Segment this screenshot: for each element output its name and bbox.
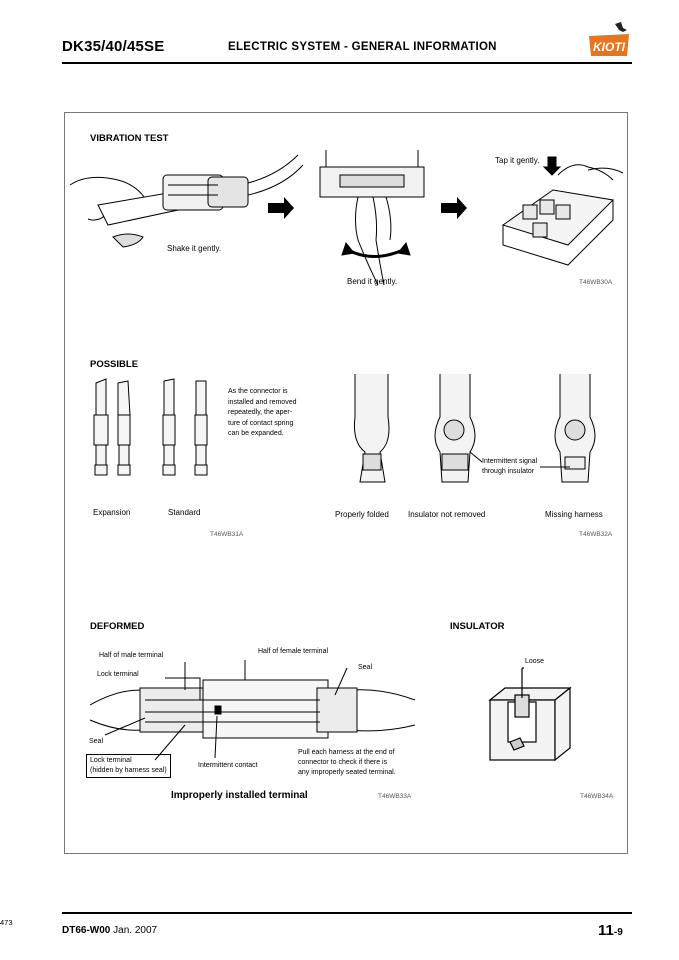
- intermittent-signal-callout: [482, 457, 537, 476]
- insulator-heading: INSULATOR: [450, 621, 505, 632]
- note-line: can be expanded.: [228, 430, 284, 437]
- terminal-harness-illustration: [330, 372, 620, 512]
- section-title: ELECTRIC SYSTEM - GENERAL INFORMATION: [228, 41, 497, 53]
- possible-note: [228, 387, 297, 440]
- vibration-test-illustration: [68, 145, 628, 295]
- figure-code: T46WB31A: [210, 531, 244, 538]
- callout-line: Intermittent signal: [482, 458, 538, 465]
- intermittent-contact-label: Intermittent contact: [198, 762, 258, 769]
- bend-connector-illustration: [320, 150, 424, 285]
- vibration-test-heading: VIBRATION TEST: [90, 133, 169, 144]
- shake-connector-illustration: [70, 155, 303, 247]
- figure-code: T46WB32A: [579, 531, 613, 538]
- missing-harness-label: Missing harness: [545, 510, 603, 519]
- page-minor: -9: [613, 927, 623, 938]
- callout-line: (hidden by harness seal): [90, 767, 167, 774]
- figure-code: T46WB33A: [378, 793, 412, 800]
- note-line: connector to check if there is: [298, 759, 388, 766]
- callout-line: through insulator: [482, 467, 535, 475]
- deformed-heading: DEFORMED: [90, 621, 145, 632]
- figure-code: T46WB34A: [580, 793, 614, 800]
- edge-page-number: 473: [0, 918, 13, 927]
- note-line: Pull each harness at the end of: [298, 749, 395, 756]
- terminal-expansion-illustration: [88, 375, 228, 495]
- half-female-label: Half of female terminal: [258, 648, 329, 655]
- footer-rule: [62, 912, 632, 914]
- insulator-illustration: [480, 650, 580, 780]
- arrow-right-icon: [441, 197, 467, 219]
- page-major: 11: [598, 922, 614, 939]
- properly-folded-label: Properly folded: [335, 510, 389, 519]
- brand-logo: [587, 22, 631, 58]
- seal-label-left: Seal: [89, 738, 104, 745]
- doc-date: Jan. 2007: [113, 925, 158, 936]
- lock-terminal-label: Lock terminal: [97, 671, 139, 678]
- note-line: As the connector is: [228, 388, 288, 395]
- footer-doc: [62, 925, 157, 936]
- expansion-label: Expansion: [93, 508, 131, 517]
- doc-number: DT66-W00: [62, 925, 111, 936]
- svg-text:KIOTI: KIOTI: [593, 40, 625, 54]
- page-number: [598, 922, 623, 939]
- tap-caption: Tap it gently.: [495, 156, 540, 165]
- note-line: repeatedly, the aper-: [228, 409, 293, 416]
- loose-label: Loose: [525, 658, 545, 665]
- header-rule: [62, 62, 632, 64]
- insulator-not-removed-label: Insulator not removed: [408, 510, 486, 519]
- seal-label-right: Seal: [358, 664, 373, 671]
- model-title: DK35/40/45SE: [62, 38, 165, 55]
- deformed-caption: Improperly installed terminal: [171, 790, 308, 801]
- lock-hidden-label: [86, 754, 171, 778]
- bend-caption: Bend it gently.: [347, 277, 398, 286]
- figure-code: T46WB30A: [579, 279, 613, 286]
- half-male-label: Half of male terminal: [99, 652, 164, 659]
- note-line: ture of contact spring: [228, 419, 294, 427]
- note-line: any improperly seated terminal.: [298, 769, 396, 776]
- possible-heading: POSSIBLE: [90, 359, 139, 370]
- arrow-right-icon: [268, 197, 294, 219]
- arrow-down-icon: [544, 157, 560, 175]
- standard-label: Standard: [168, 508, 201, 517]
- shake-caption: Shake it gently.: [167, 244, 222, 253]
- note-line: installed and removed: [228, 398, 297, 406]
- callout-line: Lock terminal: [90, 757, 132, 764]
- pull-harness-note: [298, 748, 396, 778]
- tap-fusebox-illustration: [503, 157, 623, 265]
